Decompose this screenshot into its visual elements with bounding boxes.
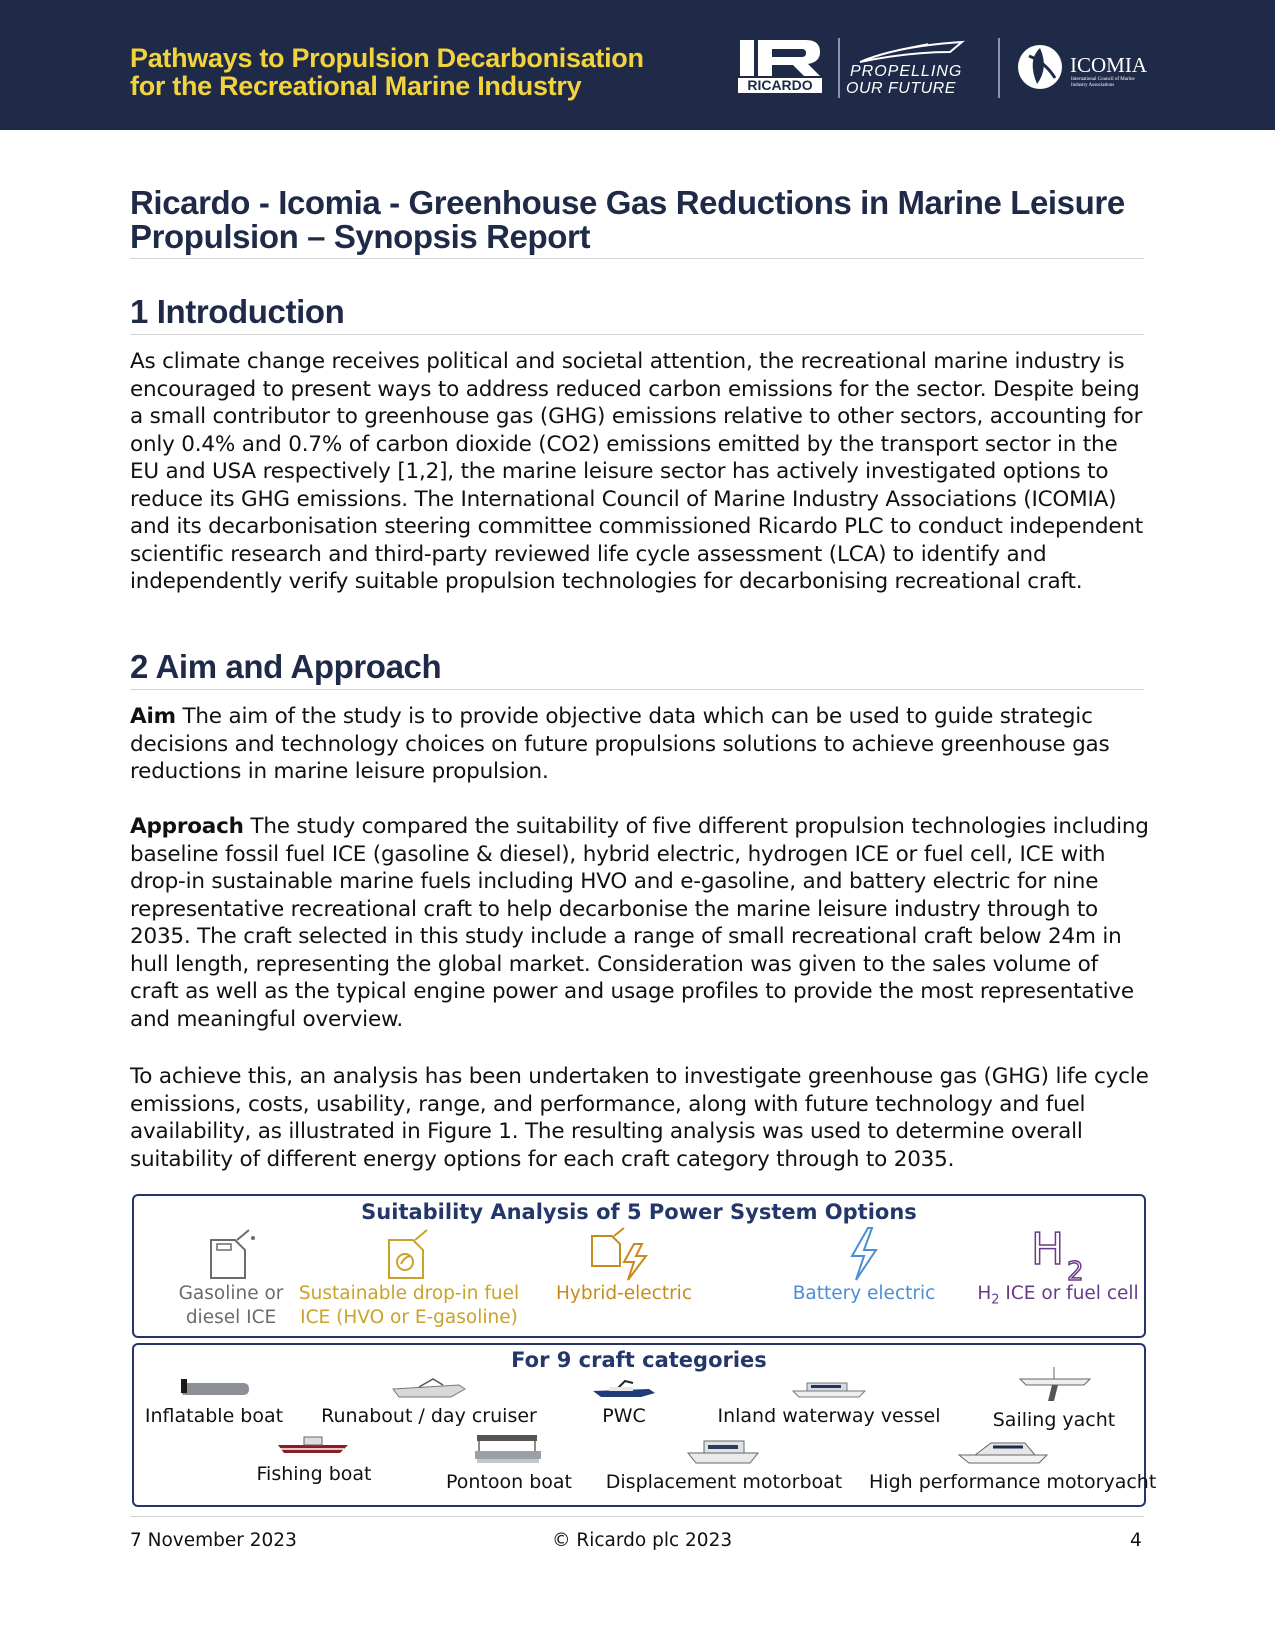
craft-panel-title: For 9 craft categories	[511, 1348, 767, 1372]
aim-paragraph: Aim The aim of the study is to provide objective data which can be used to guide strategic decisions and technology choices on future propulsions solutions to achieve greenhouse gas reductions in marine leisure propulsion.	[130, 704, 1110, 784]
svg-text:H: H	[1031, 1226, 1065, 1275]
craft-pontoon-boat: Pontoon boat	[424, 1433, 594, 1493]
boat-swoosh-icon	[858, 38, 968, 64]
introduction-paragraph: As climate change receives political and societal attention, the recreational marine industry is encouraged to present ways to address reduced carbon emissions for the sector. Despite being a small contributor to greenhouse gas (GHG) emissions relative to other sectors, accounting for only 0.4% and 0.7% of carbon dioxide (CO2) emissions emitted by the transport sector in the EU and USA respectively [1,2], the marine leisure sector has actively investigated options to reduce its GHG emissions. The International Council of Marine Industry Associations (ICOMIA) and its decarbonisation steering committee commissioned Ricardo PLC to conduct independent scientific research and third-party reviewed life cycle assessment (LCA) to identify and independently verify suitable propulsion technologies for decarbonising recreational craft.	[130, 349, 1144, 594]
option-battery-electric: Battery electric	[774, 1226, 954, 1306]
craft-high-performance-motoryacht: High performance motoryacht	[869, 1433, 1141, 1493]
logo-divider	[998, 38, 1000, 98]
option-gasoline-diesel: Gasoline or diesel ICE	[136, 1226, 326, 1330]
header-band	[0, 0, 1275, 130]
craft-categories-panel	[132, 1343, 1157, 1507]
pontoon-boat-icon	[469, 1433, 549, 1467]
icomia-logo: ICOMIA International Council of Marine Industry Associations	[1015, 42, 1145, 97]
section-heading-introduction: 1 Introduction	[130, 293, 345, 330]
section-heading-aim-approach: 2 Aim and Approach	[130, 648, 442, 685]
icomia-emblem-icon	[1015, 42, 1065, 92]
hybrid-can-bolt-icon	[584, 1226, 664, 1282]
power-options-panel	[132, 1194, 1146, 1338]
footer-copyright: © Ricardo plc 2023	[552, 1530, 733, 1551]
closing-paragraph: To achieve this, an analysis has been undertaken to investigate greenhouse gas (GHG) life cycle emissions, costs, usability, range, and performance, along with future technology and fuel availability, as illustrated in Figure 1. The resulting analysis was used to determine overall suitability of different energy options for each craft category through to 2035.	[130, 1064, 1149, 1172]
craft-displacement-motorboat: Displacement motorboat	[604, 1433, 844, 1493]
inflatable-boat-icon	[177, 1375, 251, 1401]
craft-inland-waterway: Inland waterway vessel	[714, 1375, 944, 1427]
displacement-motorboat-icon	[684, 1433, 764, 1467]
craft-runabout: Runabout / day cruiser	[314, 1375, 544, 1427]
report-series-title: Pathways to Propulsion Decarbonisation for the Recreational Marine Industry	[130, 43, 644, 101]
propelling-our-future-logo: PROPELLING OUR FUTURE	[850, 38, 985, 98]
document-title: Ricardo - Icomia - Greenhouse Gas Reductions in Marine Leisure Propulsion – Synopsis Report	[130, 184, 1125, 255]
craft-inflatable-boat: Inflatable boat	[139, 1375, 289, 1427]
logo-divider	[838, 38, 840, 98]
title-divider	[130, 258, 1144, 259]
footer-divider	[130, 1516, 1144, 1517]
craft-sailing-yacht: Sailing yacht	[964, 1365, 1144, 1431]
svg-text:2: 2	[1067, 1257, 1084, 1282]
craft-fishing-boat: Fishing boat	[229, 1433, 399, 1485]
sailing-yacht-icon	[1014, 1365, 1094, 1405]
svg-text:RICARDO: RICARDO	[747, 77, 813, 93]
page-number: 4	[1130, 1530, 1142, 1551]
inland-vessel-icon	[789, 1375, 869, 1401]
fuel-can-icon	[201, 1226, 261, 1282]
motoryacht-icon	[955, 1433, 1055, 1467]
pwc-icon	[589, 1375, 659, 1401]
section-divider	[130, 334, 1144, 335]
options-panel-title: Suitability Analysis of 5 Power System Options	[361, 1200, 917, 1224]
fishing-boat-icon	[274, 1433, 354, 1459]
section-divider	[130, 689, 1144, 690]
lightning-bolt-icon	[844, 1226, 884, 1282]
option-sustainable-fuel: Sustainable drop-in fuel ICE (HVO or E-gasoline)	[284, 1226, 534, 1330]
approach-paragraph: Approach The study compared the suitability of five different propulsion technologies including baseline fossil fuel ICE (gasoline & diesel), hybrid electric, hydrogen ICE or fuel cell, ICE with drop-in sustainable marine fuels including HVO and e-gasoline, and battery electric for nine representative recreational craft to help decarbonise the marine leisure industry through to 2035. The craft selected in this study include a range of small recreational craft below 24m in hull length, representing the global market. Consideration was given to the sales volume of craft as well as the typical engine power and usage profiles to provide the most representative and meaningful overview.	[130, 814, 1149, 1032]
h2-icon	[1023, 1226, 1093, 1282]
footer-date: 7 November 2023	[130, 1530, 297, 1551]
option-hydrogen: H 2 $H_2$ ICE or fuel cell	[977, 1226, 1139, 1308]
runabout-boat-icon	[389, 1375, 469, 1401]
sustainable-fuel-can-icon	[379, 1226, 439, 1282]
craft-pwc: PWC	[564, 1375, 684, 1427]
ricardo-logo	[738, 40, 822, 93]
option-hybrid-electric: Hybrid-electric	[534, 1226, 714, 1306]
